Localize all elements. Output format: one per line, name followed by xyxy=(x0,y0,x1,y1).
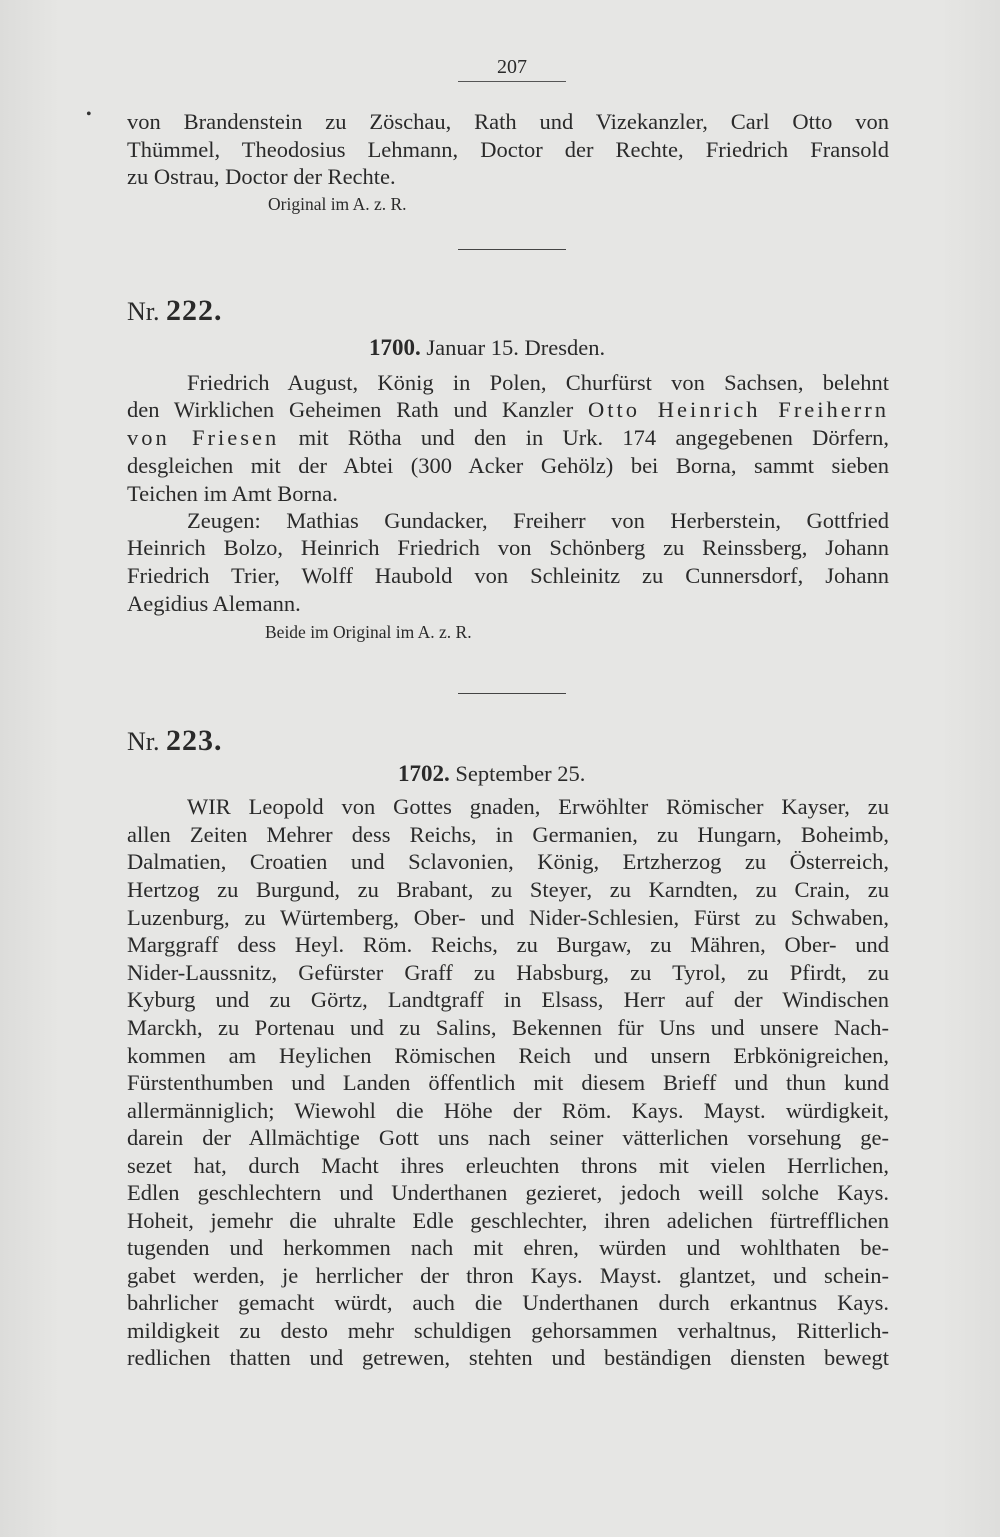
section-divider xyxy=(458,249,566,250)
text-line: Edlen geschlechtern und Underthanen gezieret, jedoch weill solche Kays. xyxy=(127,1180,889,1205)
text-line: tugenden und herkommen nach mit ehren, würden und wohlthaten be- xyxy=(127,1235,889,1260)
document-number xyxy=(127,726,223,756)
spaced-name: Otto Heinrich Freiherrn xyxy=(588,397,890,422)
document-number xyxy=(127,296,223,326)
text-line: Heinrich Bolzo, Heinrich Friedrich von Schönberg zu Reinssberg, Johann xyxy=(127,535,889,560)
text-line: Marggraff dess Heyl. Röm. Reichs, zu Burgaw, zu Mähren, Ober- und xyxy=(127,932,889,957)
text-line: Hertzog zu Burgund, zu Brabant, zu Steyer, zu Karndten, zu Crain, zu xyxy=(127,877,889,902)
text-line: Friedrich Trier, Wolff Haubold von Schleinitz zu Cunnersdorf, Johann xyxy=(127,563,889,588)
text-line: Nider-Laussnitz, Gefürster Graff zu Habsburg, zu Tyrol, zu Pfirdt, zu xyxy=(127,960,889,985)
text-line: sezet hat, durch Macht ihres erleuchten throns mit vielen Herrlichen, xyxy=(127,1153,889,1178)
text-line: Fürstenthumben und Landen öffentlich mit diesem Brieff und thun kund xyxy=(127,1070,889,1095)
text-line: Luzenburg, zu Würtemberg, Ober- und Nider-Schlesien, Fürst zu Schwaben, xyxy=(127,905,889,930)
text-line: allermänniglich; Wiewohl die Höhe der Röm. Kays. Mayst. würdigkeit, xyxy=(127,1098,889,1123)
text-line: Hoheit, jemehr die uhralte Edle geschlechter, ihren adelichen fürtrefflichen xyxy=(127,1208,889,1233)
document-number-prefix: Nr. xyxy=(127,297,160,326)
text-line: gabet werden, je herrlicher der thron Kays. Mayst. glantzet, und schein- xyxy=(127,1263,889,1288)
text-line: bahrlicher gemacht würdt, auch die Underthanen durch erkantnus Kays. xyxy=(127,1290,889,1315)
document-year: 1700. xyxy=(369,335,421,360)
document-number-prefix: Nr. xyxy=(127,727,160,756)
text-line: zu Ostrau, Doctor der Rechte. xyxy=(127,164,396,189)
document-date: September 25. xyxy=(455,761,586,786)
text-line: Zeugen: Mathias Gundacker, Freiherr von Herberstein, Gottfried xyxy=(187,508,889,533)
page-number: 207 xyxy=(458,56,566,82)
text-line: WIR Leopold von Gottes gnaden, Erwöhlter Römischer Kayser, zu xyxy=(187,794,889,819)
text-line: Friedrich August, König in Polen, Churfürst von Sachsen, belehnt xyxy=(187,370,889,395)
section-divider xyxy=(458,693,566,694)
text-line: mildigkeit zu desto mehr schuldigen gehorsammen verhaltnus, Ritterlich- xyxy=(127,1318,889,1343)
text-line: Aegidius Alemann. xyxy=(127,591,301,616)
text-span: mit Rötha und den in Urk. 174 angegebenen Dörfern, xyxy=(298,425,890,450)
text-line xyxy=(127,399,889,422)
text-line: Thümmel, Theodosius Lehmann, Doctor der Rechte, Friedrich Fransold xyxy=(127,137,889,162)
text-line: kommen am Heylichen Römischen Reich und unsern Erbkönigreichen, xyxy=(127,1043,889,1068)
text-line: darein der Allmächtige Gott uns nach seiner vätterlichen vorsehung ge- xyxy=(127,1125,889,1150)
text-line: desgleichen mit der Abtei (300 Acker Gehölz) bei Borna, sammt sieben xyxy=(127,453,889,478)
document-number-value: 222. xyxy=(166,294,223,327)
text-line: redlichen thatten und getrewen, stehten und beständigen diensten bewegt xyxy=(127,1345,889,1370)
source-note: Original im A. z. R. xyxy=(268,194,407,214)
text-span: den Wirklichen Geheimen Rath und Kanzler xyxy=(127,397,574,422)
text-line: Kyburg und zu Görtz, Landtgraff in Elsass, Herr auf der Windischen xyxy=(127,987,889,1012)
document-dateline xyxy=(398,762,585,786)
text-line: Marckh, zu Portenau und zu Salins, Bekennen für Uns und unsere Nach- xyxy=(127,1015,889,1040)
text-line xyxy=(127,427,889,450)
spaced-name: von Friesen xyxy=(127,425,280,450)
text-line: Teichen im Amt Borna. xyxy=(127,481,338,506)
text-line: allen Zeiten Mehrer dess Reichs, in Germanien, zu Hungarn, Boheimb, xyxy=(127,822,889,847)
stray-mark: • xyxy=(86,106,92,123)
text-line: Dalmatien, Croatien und Sclavonien, König, Ertzherzog zu Österreich, xyxy=(127,849,889,874)
text-line: von Brandenstein zu Zöschau, Rath und Vizekanzler, Carl Otto von xyxy=(127,109,889,134)
document-number-value: 223. xyxy=(166,724,223,757)
document-year: 1702. xyxy=(398,761,450,786)
source-note: Beide im Original im A. z. R. xyxy=(265,622,472,642)
document-dateline xyxy=(369,336,605,360)
document-date-place: Januar 15. Dresden. xyxy=(426,335,606,360)
